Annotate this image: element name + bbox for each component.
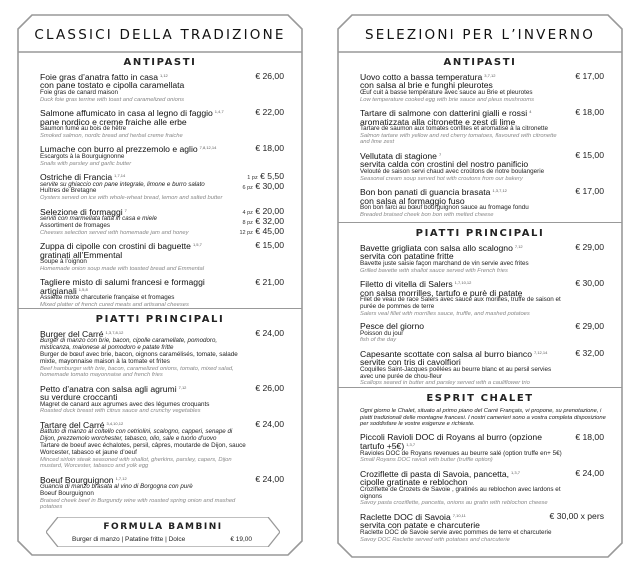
price [575, 279, 604, 287]
price [550, 512, 604, 520]
dish-name-line: con salsa al formaggio fuso [360, 195, 465, 206]
french-description: Bon bon farci au bœuf bourguignon sauce au fromage fondu [360, 204, 529, 212]
price-value: € 45,00 [255, 226, 284, 237]
price-list [575, 322, 604, 330]
section-heading: ANTIPASTI [123, 57, 197, 68]
formula-bambini-price: € 19,00 [230, 536, 252, 543]
dish-name-line: Foie gras d’anatra fatto in casa [40, 72, 158, 82]
menu-item [360, 187, 612, 218]
english-description: Braised cheek beef in Burgundy wine with roasted spring onion and mashed potatoes [40, 497, 236, 511]
price-value: € 32,00 [575, 348, 604, 358]
quantity: 8 pz [242, 220, 253, 226]
allergen-codes: 7,12,14 [533, 350, 548, 355]
english-description: Snails with parsley and garlic butter [40, 160, 132, 167]
price-list [575, 72, 604, 80]
dish-name-line: Selezione di formaggi [40, 206, 123, 217]
dish-name [360, 433, 566, 451]
english-description: Low temperature cooked egg with brie sauce and pleus mushrooms [360, 96, 535, 103]
menu-item [40, 172, 292, 202]
price-value: € 24,00 [255, 328, 284, 338]
quantity: 6 pz [242, 185, 253, 192]
menu-item [360, 108, 612, 146]
english-description: Beef hamburger with brie, bacon, caramelized onions, tomato, mixed salad, homemade tomato mayonnaise and french fries [40, 365, 234, 379]
allergen-codes: 3,4,10,12 [106, 420, 124, 426]
price-list [243, 172, 284, 192]
price [255, 241, 284, 249]
french-description: Coquilles Saint-Jacques poêlées au beurre blanc et au persil servies avec une purée de chou-fleur [360, 365, 552, 380]
allergen-codes: 7,12 [514, 244, 523, 249]
french-description: Velouté de saison servi chaud avec croûtons de notre boulangerie [360, 167, 545, 175]
french-description: Bavette juste saisie façon marchand de vin servie avec frites [360, 259, 529, 267]
price-value: € 15,00 [255, 240, 284, 251]
dish-name-line: Ostriche di Francia [40, 172, 113, 183]
dish-name-line: Lumache con burro al prezzemolo e aglio [40, 144, 198, 155]
french-description: Ravioles DOC de Royans revenues au beurre salé (option truffe en+ 5€) [360, 449, 562, 457]
price-value: € 17,00 [575, 186, 604, 197]
price-value: € 26,00 [255, 382, 284, 393]
section-esprit-chalet [338, 387, 622, 548]
dish-name-line: Tagliere misto di salumi francesi e formaggi artigianali [40, 276, 205, 296]
price [575, 108, 604, 116]
dish-name-line: aromatizzata alla citronette e zest di lime [360, 116, 516, 127]
dish-name-line: con salsa al brie e funghi pleurotes [360, 80, 493, 91]
price-list [255, 72, 284, 80]
english-description: fish of the day [360, 337, 397, 344]
formula-bambini-box [46, 517, 280, 547]
english-description: Roasted duck breast with citrus sauce and crunchy vegetables [40, 408, 201, 415]
menu-item [360, 349, 612, 387]
section-piatti-principali [18, 308, 302, 516]
allergen-codes: 1,5,8 [78, 287, 88, 292]
english-description: Savoy DOC Raclette served with potatoes and charcuterie [360, 536, 510, 543]
dish-name-line: con salsa morrilles, tartufo e purè di patate [360, 287, 523, 298]
english-description: Breaded braised cheek bon bon with melted cheese [360, 211, 494, 218]
price-list [255, 278, 284, 286]
price [255, 108, 284, 116]
price-value: € 30,00 x pers [549, 510, 604, 521]
price [255, 144, 284, 152]
price-value: € 30,00 [255, 181, 284, 192]
allergen-codes: 1,3,7 [511, 469, 520, 475]
price-value: € 26,00 [255, 71, 284, 81]
menu-item [360, 512, 612, 543]
section-heading: ANTIPASTI [443, 57, 517, 68]
menu-item [360, 151, 612, 182]
price [575, 322, 604, 330]
menu-item [40, 108, 292, 139]
formula-bambini-items: Burger di manzo | Patatine fritte | Dolce [72, 536, 186, 543]
allergen-codes: 1,3,7,8,12 [105, 330, 124, 335]
dish-name-line: Vellutata di stagione [360, 151, 437, 161]
french-description: Foie gras de canard maison [40, 88, 119, 96]
menu-item [40, 278, 292, 309]
price-value: € 29,00 [575, 242, 604, 252]
french-description: Assortiment de fromages [40, 222, 110, 229]
dish-name-line: Croziflette di pasta di Savoia, pancetta, [360, 468, 510, 479]
section-piatti-principali [338, 222, 622, 392]
menu-item [360, 433, 612, 464]
menu-panel-inverno [338, 15, 622, 557]
dish-name-line: Tartare del Carré [40, 419, 105, 430]
allergen-codes: 7,8,12,14 [199, 145, 217, 151]
allergen-codes: 1,3,7 [406, 442, 416, 448]
quantity: 1 pz [247, 175, 258, 182]
dish-name-line: Bon bon panati di guancia brasata [360, 187, 491, 198]
price-list [575, 279, 604, 287]
price-value: € 18,00 [575, 107, 604, 118]
english-description: Scallops seared in butter and parsley served with a cauliflower trio [360, 380, 530, 387]
dish-name-line: Boeuf Bourguignon [40, 474, 114, 485]
italian-description: serviti con marmellata fatta in casa e miele [40, 215, 157, 223]
price-list [255, 108, 284, 116]
section-heading: PIATTI PRINCIPALI [95, 314, 225, 325]
allergen-codes: 1,3,7,12 [492, 188, 507, 194]
english-description: Duck foie gras terrine with toast and caramelized onions [40, 96, 185, 103]
price-value: € 18,00 [255, 143, 284, 154]
dish-name-line: Petto d’anatra con salsa agli agrumi [40, 383, 177, 394]
price [255, 72, 284, 80]
dish-name-line: Filetto di vitella di Salers [360, 279, 453, 290]
section-heading: PIATTI PRINCIPALI [415, 228, 545, 239]
price-value: € 24,00 [255, 418, 284, 429]
price [239, 227, 284, 237]
allergen-codes: 7 [124, 207, 127, 213]
allergen-codes: 1,12 [160, 73, 168, 78]
price-value: € 21,00 [255, 276, 284, 287]
dish-name-line: Bavette grigliata con salsa allo scalogno [360, 243, 513, 253]
italian-description: Battuto di manzo al coltello con cetriolini, scalogno, capperi, senape di Dijon, prezzemolo worchester, tabasco, olio, sale e tuorlo d’uovo [40, 428, 233, 443]
italian-description: servite su ghiaccio con pane integrale, limone e burro salato [40, 180, 205, 188]
dish-name-line: Zuppa di cipolle con crostini di baguette [40, 241, 191, 252]
menu-panel-classici [18, 15, 302, 555]
english-description: Oysters served on ice with whole-wheat bread, lemon and salted butter [40, 195, 223, 202]
menu-item [360, 322, 612, 344]
dish-name-line: Salmone affumicato in casa al legno di faggio [40, 108, 213, 119]
english-description: Homemade onion soup made with toasted bread and Emmental [40, 266, 205, 272]
price-list [255, 241, 284, 249]
french-description: Croziflette de Crozets de Savoie , gratinés au reblochon avec lardons et oignons [360, 485, 561, 500]
menu-item [360, 72, 612, 103]
english-description: Minced sirloin steak seasoned with shallot, gherkins, parsley, capers, Dijon mustard, Worcester, tabasco and yolk egg [40, 456, 232, 470]
french-description: Tartare de saumon aux tomates confites et aromatisé à la citronette [360, 125, 548, 133]
allergen-codes: 1,5,7 [192, 242, 202, 248]
menu-item [40, 475, 292, 511]
menu-item [360, 243, 612, 274]
menu-item [360, 279, 612, 317]
dish-name-line: Tartare di salmone con datterini gialli e rossi [360, 108, 528, 119]
english-description: Smoked salmon, nordic bread and herbal creme fraiche [40, 132, 183, 139]
price [255, 384, 284, 392]
dish-name [40, 278, 246, 296]
price-list [575, 187, 604, 195]
english-description: Savoy pasta croziflette, pancetta, onions au gratin with reblochon cheese [360, 500, 548, 507]
french-description: Tartare de boeuf avec échalotes, persil, câpres, moutarde de Dijon, sauce Worcester, tabasco et jaune d’oeuf [40, 441, 246, 456]
dish-name-line: su verdure croccanti [40, 392, 118, 403]
price-list [255, 475, 284, 483]
dish-name-line: Uovo cotto a bassa temperatura [360, 72, 483, 82]
allergen-codes: 1,4,7 [214, 109, 224, 115]
french-description: Soupe à l’oignon [40, 258, 87, 266]
price-value: € 24,00 [575, 467, 604, 478]
french-description: Raclette DOC de Savoie servie avec pommes de terre et charcuterie [360, 528, 552, 536]
quantity: 4 pz [242, 209, 253, 216]
french-description: Poisson du jour [360, 329, 404, 337]
english-description: Grilled bavette with shallot sauce served with French fries [360, 267, 508, 274]
dish-name-line: con pane tostato e cipolla caramellata [40, 80, 185, 91]
chalet-intro: Ogni giorno le Chalet, situato al primo piano del Carré Français, vi propone, su prenotazione, i piatti tradizionali delle montagne francesi. I nostri camerieri sono a vostra completa disposizione per soddisfare le vostre esigenze e richieste. [360, 408, 606, 428]
price [575, 469, 604, 477]
dish-name-line: Raclette DOC di Savoia [360, 511, 451, 522]
dish-name-line: servite con tris di cavolfiori [360, 357, 461, 368]
dish-name-line: Pesce del giorno [360, 321, 425, 332]
price-list [575, 469, 604, 477]
italian-description: Guancia di manzo brasata al vino di Borgogna con purè [40, 483, 193, 491]
french-description: Burger de bœuf avec brie, bacon, oignons caramélisés, tomate, salade mixte, mayonnaise maison à la tomate et frites [40, 351, 238, 365]
price [575, 187, 604, 195]
formula-bambini-title: FORMULA BAMBINI [103, 522, 223, 532]
price-value: € 24,00 [255, 473, 284, 484]
allergen-codes: 3,7,12 [484, 73, 496, 78]
price-list [255, 329, 284, 337]
price-value: € 15,00 [575, 150, 604, 160]
price-list [575, 108, 604, 116]
dish-name-line: Piccoli Ravioli DOC di Royans al burro (opzione tartufo +5€) [360, 431, 542, 452]
allergen-codes: 4 [529, 109, 532, 115]
allergen-codes: 7,10,11 [452, 512, 466, 518]
price [255, 475, 284, 483]
price [575, 433, 604, 441]
dish-name-line: Burger del Carré [40, 329, 104, 339]
french-description: Œuf cuit à basse température avec sauce au Brie et pleurotes [360, 88, 533, 96]
panel-title: SELEZIONI PER L’INVERNO [364, 27, 596, 43]
price-value: € 5,50 [260, 171, 284, 182]
allergen-codes: 7,12 [178, 384, 187, 390]
quantity: 12 pz [239, 230, 253, 237]
price-value: € 18,00 [575, 431, 604, 442]
dish-name-line: servita con patate e charcuterie [360, 520, 480, 531]
price-list [575, 349, 604, 357]
allergen-codes: 7 [438, 152, 442, 157]
price [575, 349, 604, 357]
allergen-codes: 1,7,10,12 [454, 280, 472, 286]
english-description: Cheeses selection served with homemade jam and honey [40, 229, 189, 236]
price-list [575, 151, 604, 159]
menu-item [40, 144, 292, 167]
allergen-codes: 1,7,14 [114, 173, 126, 179]
price [575, 72, 604, 80]
french-description: Escargots à la Bourguignonne [40, 152, 125, 160]
french-description: Saumon fumé au bois de hêtre [40, 125, 127, 133]
allergen-codes: 1,7,12 [115, 475, 127, 481]
price-value: € 20,00 [255, 205, 284, 216]
price-list [255, 384, 284, 392]
price-list [575, 243, 604, 251]
menu-item [360, 469, 612, 507]
english-description: Mixed platter of french cured meats and artisanal cheeses [40, 302, 189, 309]
french-description: Assiette mixte charcuterie française et fromages [40, 294, 175, 302]
menu-item [40, 384, 292, 415]
price-list [575, 433, 604, 441]
price-list [255, 144, 284, 152]
dish-name-line: Capesante scottate con salsa al burro bianco [360, 349, 532, 359]
english-description: Small Royans DOC ravioli with butter (truffle option) [360, 457, 493, 464]
price [255, 278, 284, 286]
dish-name-line: cipolle gratinate e reblochon [360, 477, 468, 488]
english-description: Seasonal cream soup served hot with croutons from our bakery [360, 175, 523, 182]
menu-item [40, 207, 292, 237]
price [243, 182, 284, 192]
menu-item [40, 329, 292, 379]
section-heading: ESPRIT CHALET [426, 393, 534, 404]
french-description: Huîtres de Bretagne [40, 187, 97, 195]
price-value: € 32,00 [255, 216, 284, 226]
price-value: € 17,00 [575, 71, 604, 81]
price-list [550, 512, 604, 520]
menu-item [40, 241, 292, 272]
dish-name-line: servita con patatine fritte [360, 251, 454, 262]
menu-item [40, 420, 292, 470]
price-value: € 30,00 [575, 278, 604, 289]
section-antipasti [18, 52, 302, 314]
french-description: Magret de canard aux agrumes avec des légumes croquants [40, 400, 210, 408]
price-list [255, 420, 284, 428]
dish-name-line: gratinati all’Emmental [40, 249, 123, 260]
panel-title: CLASSICI DELLA TRADIZIONE [34, 27, 286, 43]
price [575, 243, 604, 251]
section-antipasti [338, 52, 622, 223]
dish-name-line: pane nordico e creme fraiche alle erbe [40, 116, 187, 127]
french-description: Filet de veau de race Salers avec sauce aux morilles, truffe de saison et purée de pommes de terre [360, 296, 561, 310]
price-value: € 29,00 [575, 321, 604, 332]
french-description: Boeuf Bourguignon [40, 489, 94, 497]
english-description: Salmon tartare with yellow and red cherry tomatoes, flavoured with citronette and lime zest [360, 132, 557, 146]
price-list [239, 207, 284, 238]
italian-description: Burger di manzo con brie, bacon, cipolle caramellate, pomodoro, misticanza, maionese al pomodoro e patate fritte [40, 337, 218, 352]
price [255, 420, 284, 428]
price-value: € 22,00 [255, 107, 284, 118]
price [255, 329, 284, 337]
price [575, 151, 604, 159]
dish-name-line: servita calda con crostini del nostro panificio [360, 159, 529, 170]
english-description: Salers veal fillet with morrilles sauce, truffle, and mashed potatoes [360, 310, 530, 317]
menu-item [40, 72, 292, 103]
